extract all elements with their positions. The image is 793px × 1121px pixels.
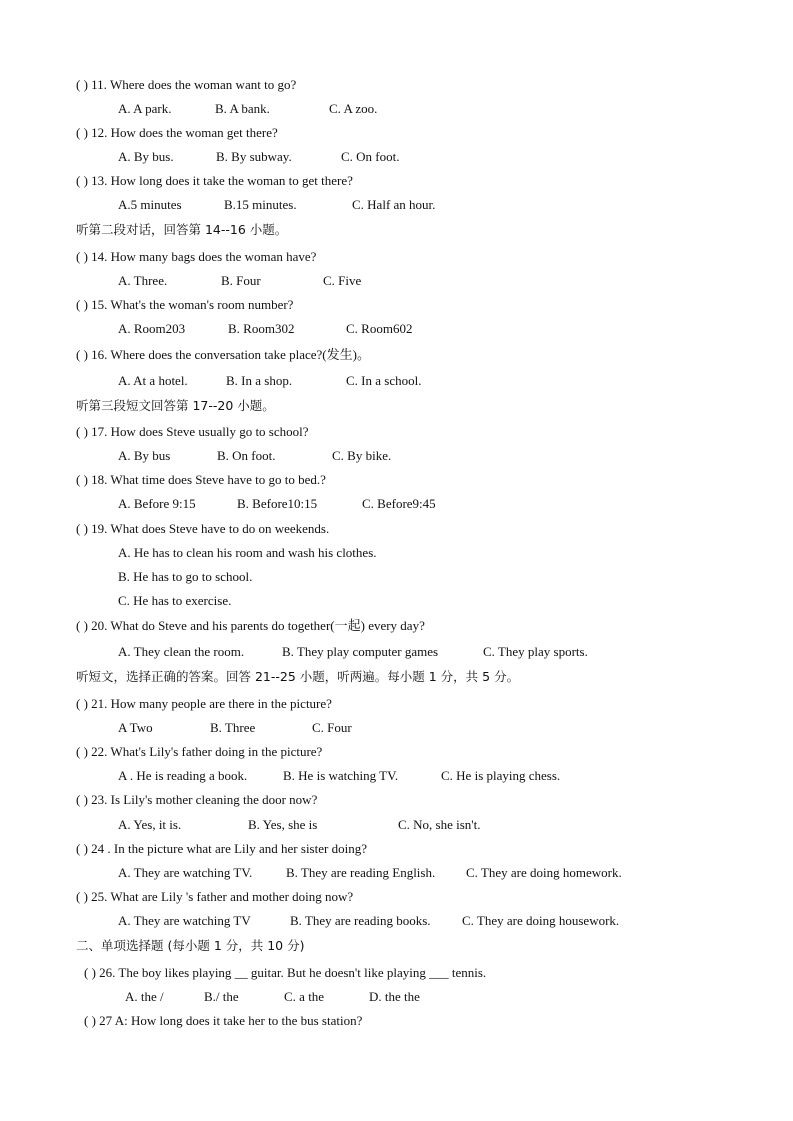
q19-option-c: C. He has to exercise.: [118, 593, 232, 608]
section-instruction: 听第二段对话，回答第 14--16 小题。: [76, 222, 288, 237]
q15-option-a: A. Room203: [118, 321, 186, 336]
q17-option-a: A. By bus: [118, 448, 171, 463]
question-11: ( ) 11. Where does the woman want to go?: [76, 77, 297, 92]
question-19: ( ) 19. What does Steve have to do on weekends.: [76, 521, 330, 536]
question-12: ( ) 12. How does the woman get there?: [76, 125, 278, 140]
q23-option-c: C. No, she isn't.: [398, 817, 481, 832]
q24-option-b: B. They are reading English.: [286, 865, 436, 880]
q14-option-b: B. Four: [221, 273, 261, 288]
question-13: ( ) 13. How long does it take the woman to get there?: [76, 173, 353, 188]
q25-option-c: C. They are doing housework.: [462, 913, 620, 928]
q12-option-b: B. By subway.: [216, 149, 292, 164]
q13-option-b: B.15 minutes.: [224, 197, 297, 212]
q17-option-b: B. On foot.: [217, 448, 276, 463]
question-26: ( ) 26. The boy likes playing __ guitar. But he doesn't like playing ___ tennis.: [84, 965, 487, 980]
q12-option-a: A. By bus.: [118, 149, 174, 164]
q25-option-b: B. They are reading books.: [290, 913, 431, 928]
q17-option-c: C. By bike.: [332, 448, 392, 463]
q26-option-b: B./ the: [204, 989, 239, 1004]
q12-option-c: C. On foot.: [341, 149, 400, 164]
section-instruction: 听第三段短文回答第 17--20 小题。: [76, 398, 275, 413]
q18-option-c: C. Before9:45: [362, 496, 436, 511]
question-24: ( ) 24 . In the picture what are Lily and her sister doing?: [76, 841, 367, 856]
q21-option-b: B. Three: [210, 720, 256, 735]
q26-option-a: A. the /: [125, 989, 164, 1004]
q23-option-b: B. Yes, she is: [248, 817, 318, 832]
q21-option-c: C. Four: [312, 720, 352, 735]
q24-option-c: C. They are doing homework.: [466, 865, 622, 880]
q11-option-a: A. A park.: [118, 101, 172, 116]
q18-option-b: B. Before10:15: [237, 496, 318, 511]
q16-option-b: B. In a shop.: [226, 373, 293, 388]
question-27: ( ) 27 A: How long does it take her to the bus station?: [84, 1013, 363, 1028]
question-22: ( ) 22. What's Lily's father doing in the picture?: [76, 744, 323, 759]
q26-option-d: D. the the: [369, 989, 420, 1004]
q15-option-c: C. Room602: [346, 321, 413, 336]
q22-option-a: A . He is reading a book.: [118, 768, 248, 783]
question-15: ( ) 15. What's the woman's room number?: [76, 297, 294, 312]
q18-option-a: A. Before 9:15: [118, 496, 196, 511]
q16-option-a: A. At a hotel.: [118, 373, 188, 388]
q22-option-b: B. He is watching TV.: [283, 768, 399, 783]
q11-option-c: C. A zoo.: [329, 101, 378, 116]
question-16: ( ) 16. Where does the conversation take place?(发生)。: [76, 347, 370, 362]
q16-option-c: C. In a school.: [346, 373, 422, 388]
q24-option-a: A. They are watching TV.: [118, 865, 253, 880]
question-23: ( ) 23. Is Lily's mother cleaning the door now?: [76, 792, 318, 807]
q25-option-a: A. They are watching TV: [118, 913, 251, 928]
q20-option-c: C. They play sports.: [483, 644, 588, 659]
q13-option-a: A.5 minutes: [118, 197, 182, 212]
question-14: ( ) 14. How many bags does the woman have?: [76, 249, 317, 264]
q26-option-c: C. a the: [284, 989, 325, 1004]
q22-option-c: C. He is playing chess.: [441, 768, 561, 783]
q11-option-b: B. A bank.: [215, 101, 270, 116]
q20-option-b: B. They play computer games: [282, 644, 439, 659]
question-17: ( ) 17. How does Steve usually go to school?: [76, 424, 309, 439]
question-25: ( ) 25. What are Lily 's father and mother doing now?: [76, 889, 354, 904]
q14-option-a: A. Three.: [118, 273, 168, 288]
question-20: ( ) 20. What do Steve and his parents do together(一起) every day?: [76, 618, 425, 633]
section-heading: 二、单项选择题 (每小题 1 分，共 10 分): [76, 938, 305, 953]
question-18: ( ) 18. What time does Steve have to go to bed.?: [76, 472, 326, 487]
q15-option-b: B. Room302: [228, 321, 295, 336]
q23-option-a: A. Yes, it is.: [118, 817, 182, 832]
q21-option-a: A Two: [118, 720, 153, 735]
q14-option-c: C. Five: [323, 273, 362, 288]
section-instruction: 听短文，选择正确的答案。回答 21--25 小题，听两遍。每小题 1 分，共 5 分。: [76, 669, 520, 684]
question-21: ( ) 21. How many people are there in the picture?: [76, 696, 332, 711]
q20-option-a: A. They clean the room.: [118, 644, 245, 659]
q19-option-a: A. He has to clean his room and wash his clothes.: [118, 545, 377, 560]
q13-option-c: C. Half an hour.: [352, 197, 436, 212]
q19-option-b: B. He has to go to school.: [118, 569, 253, 584]
